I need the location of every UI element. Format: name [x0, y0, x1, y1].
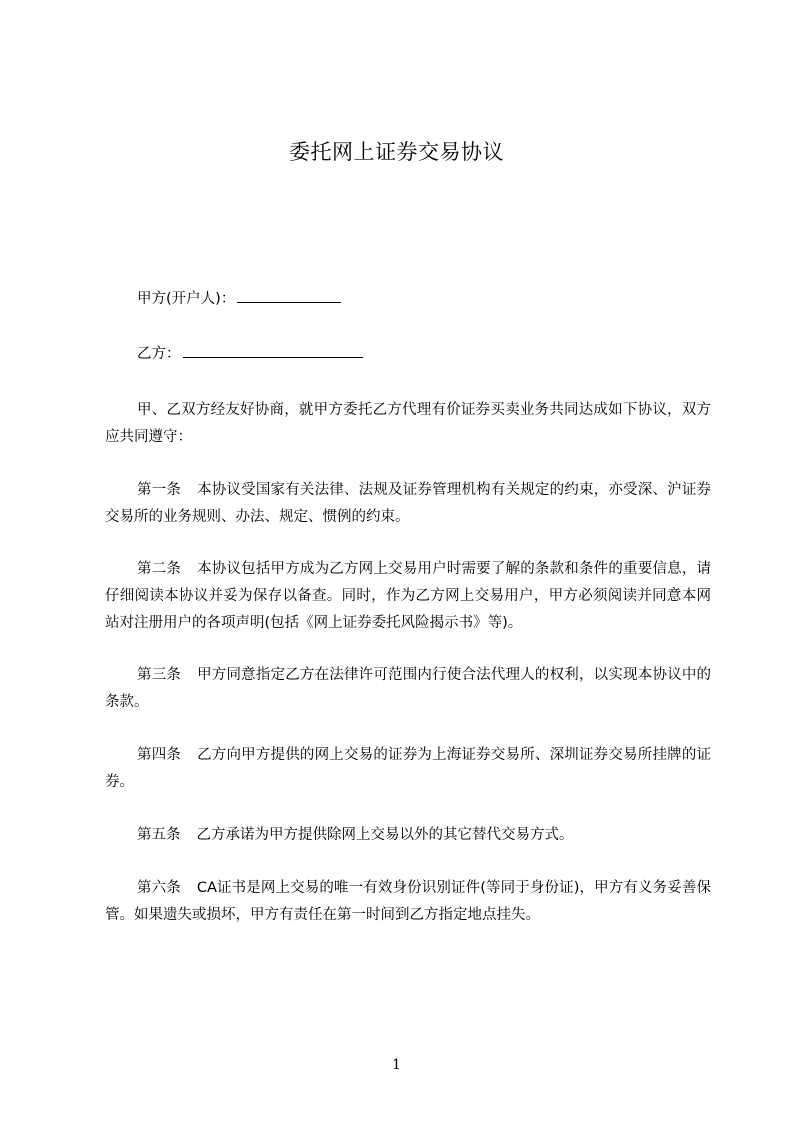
page-number: 1	[392, 1057, 401, 1073]
document-title: 委托网上证券交易协议	[289, 140, 504, 164]
party-a-blank	[237, 288, 341, 303]
article-2-text: 本协议包括甲方成为乙方网上交易用户时需要了解的条款和条件的重要信息，请仔细阅读本协议并妥为保存以备查。同时，作为乙方网上交易用户，甲方必须阅读并同意本网站对注册用户的各项声明(包括《网上证券委托风险揭示书》等)。	[105, 561, 712, 631]
article-5-label: 第五条	[137, 827, 181, 843]
article-1-text: 本协议受国家有关法律、法规及证券管理机构有关规定的约束，亦受深、沪证券交易所的业务规则、办法、规定、惯例的约束。	[105, 482, 712, 525]
article-6-label: 第六条	[137, 880, 181, 896]
party-a-line	[137, 288, 341, 310]
party-b-blank	[183, 343, 363, 358]
intro-paragraph: 甲、乙双方经友好协商，就甲方委托乙方代理有价证券买卖业务共同达成如下协议，双方应共同遵守：	[105, 402, 711, 445]
article-6	[105, 875, 711, 929]
article-4-text: 乙方向甲方提供的网上交易的证券为上海证券交易所、深圳证券交易所挂牌的证券。	[105, 747, 712, 790]
article-3-text: 甲方同意指定乙方在法律许可范围内行使合法代理人的权利，以实现本协议中的条款。	[105, 667, 712, 710]
article-3	[105, 662, 711, 716]
article-2	[105, 556, 711, 637]
article-2-label: 第二条	[137, 561, 182, 577]
party-b-line	[137, 343, 363, 365]
article-3-label: 第三条	[137, 667, 182, 683]
article-5	[105, 822, 711, 849]
article-6-text: CA证书是网上交易的唯一有效身份识别证件(等同于身份证)，甲方有义务妥善保管。如果遗失或损坏，甲方有责任在第一时间到乙方指定地点挂失。	[105, 880, 712, 923]
party-a-label: 甲方(开户人)：	[137, 291, 236, 307]
party-b-label: 乙方：	[137, 346, 181, 362]
article-1	[105, 477, 711, 531]
article-4-label: 第四条	[137, 747, 182, 763]
article-4	[105, 742, 711, 796]
article-1-label: 第一条	[137, 482, 182, 498]
article-5-text: 乙方承诺为甲方提供除网上交易以外的其它替代交易方式。	[196, 827, 574, 843]
